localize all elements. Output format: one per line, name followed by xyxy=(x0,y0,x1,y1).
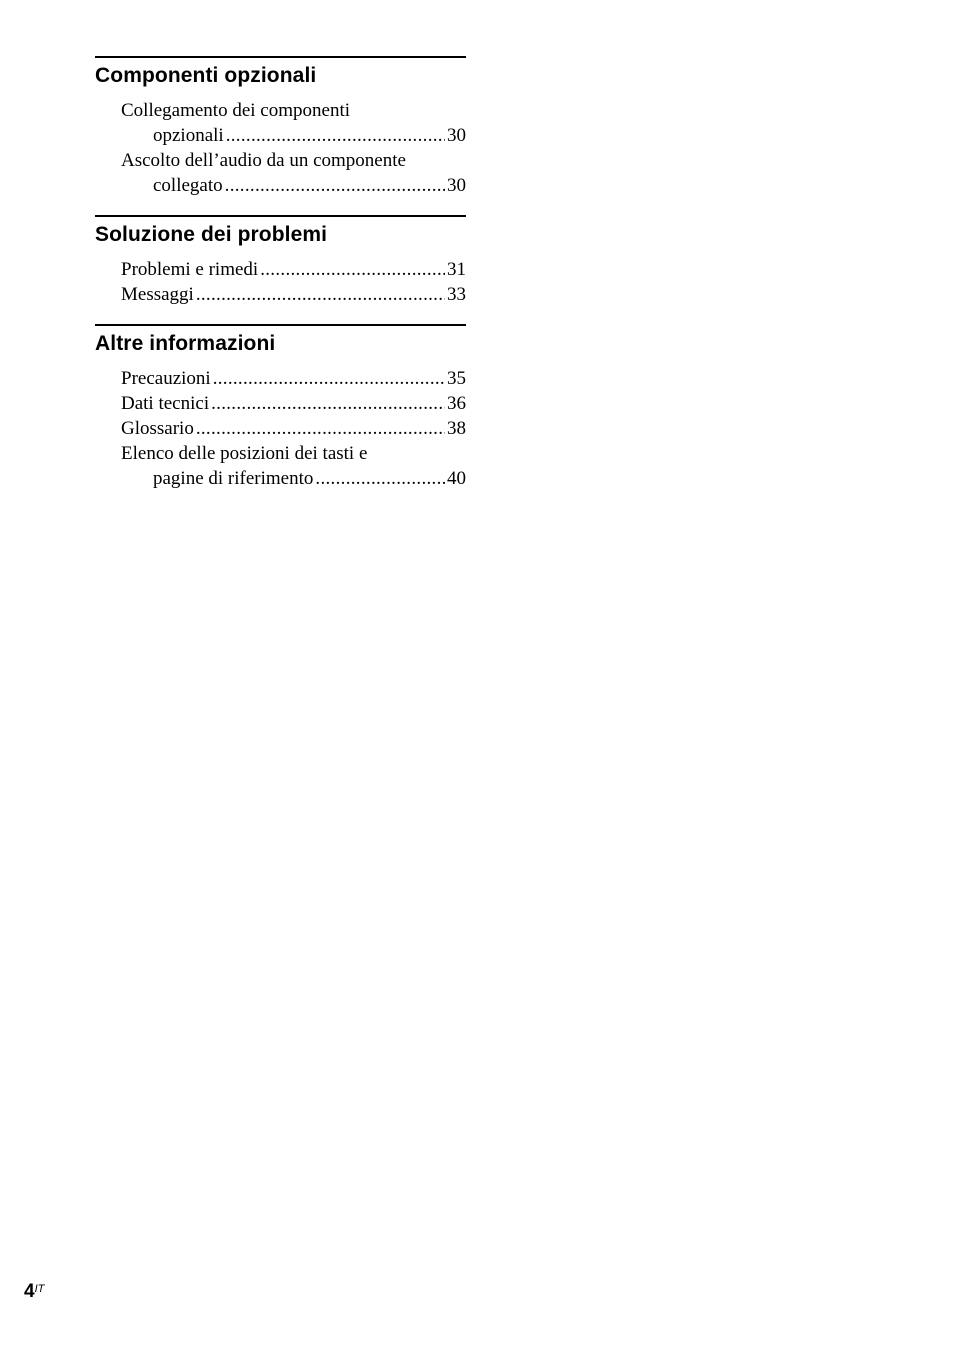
toc-entry-leader xyxy=(121,416,466,441)
toc-entry[interactable] xyxy=(95,441,466,491)
dot-leader xyxy=(196,416,445,441)
toc-entry-leader xyxy=(121,282,466,307)
toc-entry-title: collegato xyxy=(153,175,223,196)
dot-leader xyxy=(226,123,445,148)
toc-section-soluzione-dei-problemi xyxy=(95,215,466,307)
toc-entry-page: 30 xyxy=(447,175,466,196)
dot-leader xyxy=(315,466,445,491)
dot-leader xyxy=(196,282,445,307)
toc-entry-leader xyxy=(121,123,466,148)
dot-leader xyxy=(211,391,445,416)
page-number: 4 xyxy=(24,1281,35,1302)
toc-entry[interactable] xyxy=(95,416,466,441)
toc-entry-page: 33 xyxy=(447,284,466,305)
toc-entry-page: 40 xyxy=(447,468,466,489)
section-heading: Altre informazioni xyxy=(95,332,276,355)
toc-entry-page: 31 xyxy=(447,259,466,280)
toc-entry[interactable] xyxy=(95,282,466,307)
toc-entry-page: 35 xyxy=(447,368,466,389)
toc-section-componenti-opzionali xyxy=(95,56,466,198)
toc-entry-leader xyxy=(121,466,466,491)
dot-leader xyxy=(260,257,445,282)
toc-entry-title: Precauzioni xyxy=(121,368,211,389)
toc-entry-title-line1: Elenco delle posizioni dei tasti e xyxy=(121,443,368,464)
toc-entry-title: opzionali xyxy=(153,125,224,146)
toc-entry-leader xyxy=(121,257,466,282)
toc-entry[interactable] xyxy=(95,366,466,391)
dot-leader xyxy=(225,173,445,198)
toc-entry-page: 30 xyxy=(447,125,466,146)
toc-entry[interactable] xyxy=(95,98,466,148)
section-heading: Soluzione dei problemi xyxy=(95,223,328,246)
table-of-contents xyxy=(95,56,466,508)
toc-entry-title: Dati tecnici xyxy=(121,393,210,414)
language-code: IT xyxy=(34,1283,45,1295)
toc-entry-leader xyxy=(121,366,466,391)
toc-entry-title-line1: Ascolto dell’audio da un componente xyxy=(121,150,406,171)
toc-entry-title: pagine di riferimento xyxy=(153,468,314,489)
toc-entry-title-line1: Collegamento dei componenti xyxy=(121,100,351,121)
page-footer xyxy=(24,1281,44,1303)
toc-entry[interactable] xyxy=(95,391,466,416)
toc-entry-page: 36 xyxy=(447,393,466,414)
toc-section-altre-informazioni xyxy=(95,324,466,491)
toc-entry[interactable] xyxy=(95,257,466,282)
toc-entry-title: Messaggi xyxy=(121,284,194,305)
toc-entry-leader xyxy=(121,391,466,416)
toc-entry-title: Problemi e rimedi xyxy=(121,259,259,280)
toc-entry-page: 38 xyxy=(447,418,466,439)
toc-entry-title: Glossario xyxy=(121,418,194,439)
toc-entry-leader xyxy=(121,173,466,198)
section-heading: Componenti opzionali xyxy=(95,64,317,87)
dot-leader xyxy=(213,366,445,391)
toc-entry[interactable] xyxy=(95,148,466,198)
